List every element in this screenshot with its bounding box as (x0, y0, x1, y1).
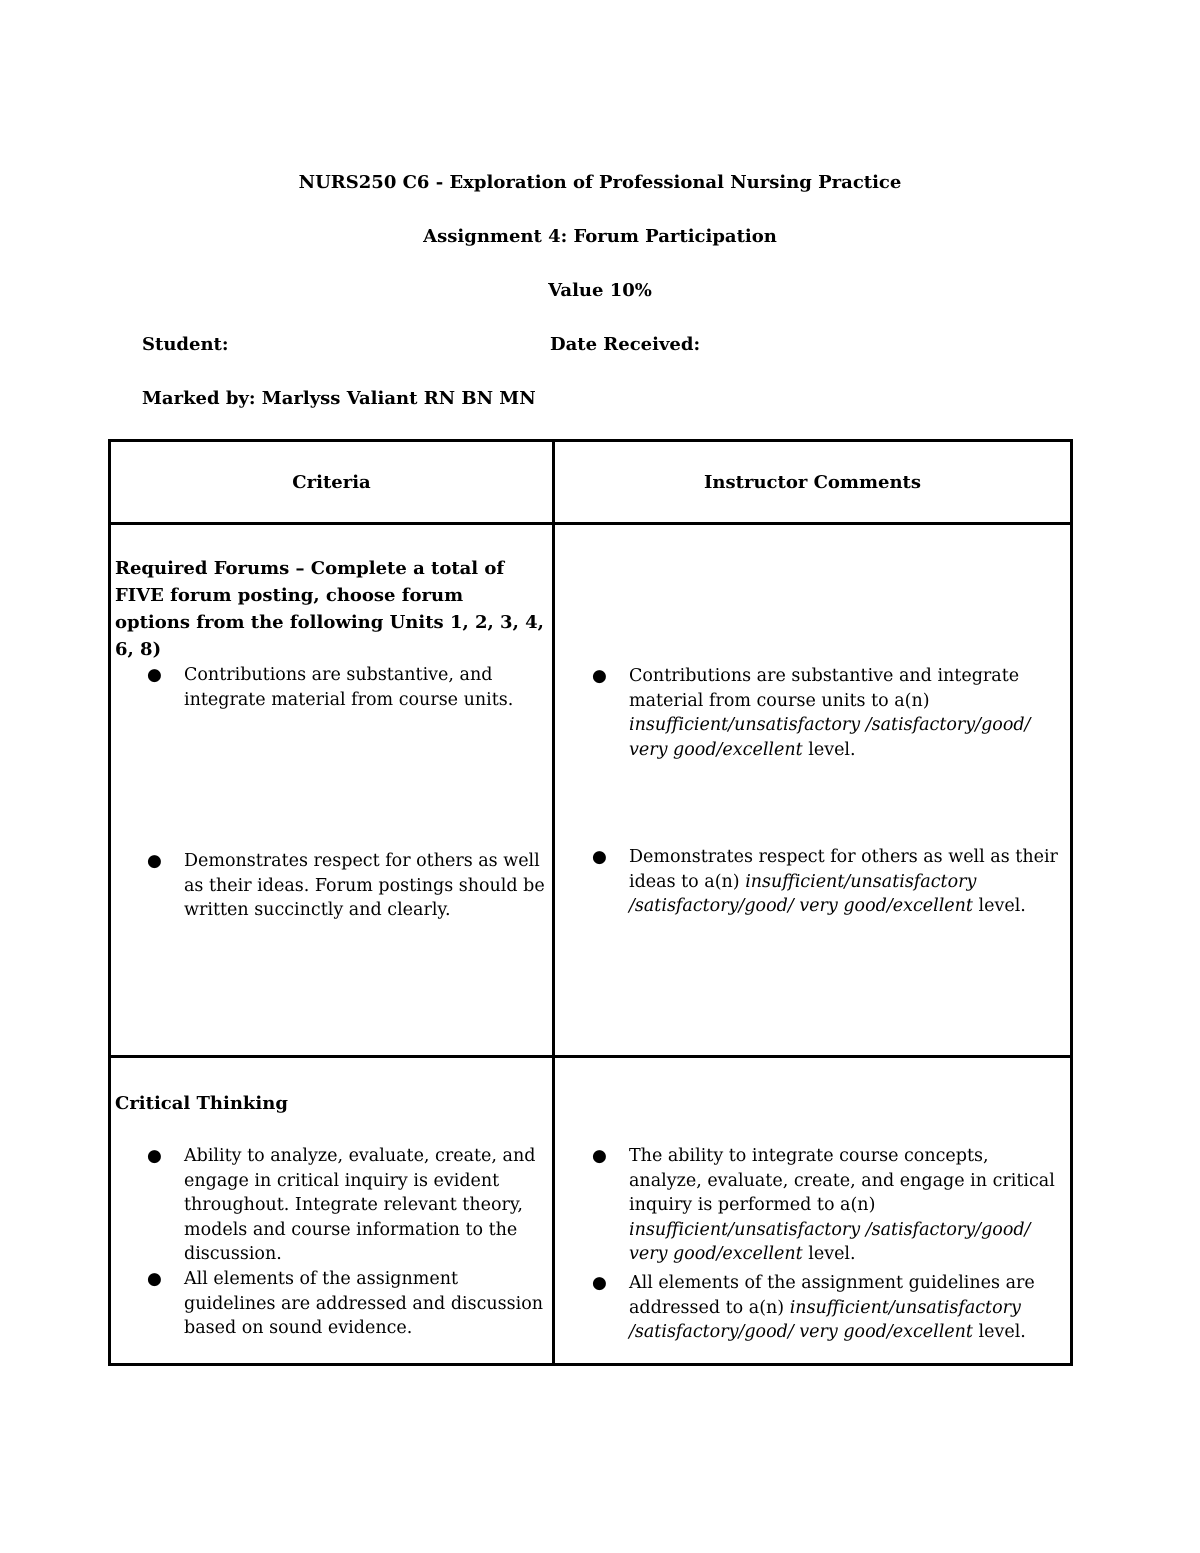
comment-suffix: level. (972, 896, 1026, 916)
bullet-icon: ● (592, 1273, 607, 1293)
bullet-icon: ● (147, 665, 162, 685)
section-title: Required Forums – Complete a total of FIVE forum posting, choose forum options from the following Units 1, 2, 3, 4, 6, 8) (115, 558, 544, 660)
list-item (592, 845, 1064, 919)
table-row (110, 524, 1072, 1057)
list-item (592, 1144, 1064, 1267)
bullet-icon: ● (592, 1146, 607, 1166)
bullet-icon: ● (147, 1146, 162, 1166)
table-row (110, 1057, 1072, 1365)
assignment-title: Assignment 4: Forum Participation (423, 226, 777, 247)
bullet-icon: ● (592, 847, 607, 867)
criteria-cell (110, 1057, 554, 1365)
comment-suffix: level. (972, 1322, 1026, 1342)
date-received-label: Date Received: (550, 334, 701, 355)
comment-suffix: level. (802, 1244, 856, 1264)
list-item (147, 849, 546, 923)
bullet-icon: ● (592, 666, 607, 686)
marked-by-label: Marked by: Marlyss Valiant RN BN MN (142, 388, 536, 409)
rating-scale: insufficient/unsatisfactory /satisfactory/good/ very good/excellent (629, 715, 1031, 760)
list-item (592, 1271, 1064, 1345)
bullet-icon: ● (147, 851, 162, 871)
list-item (147, 1144, 546, 1267)
rubric-table (108, 439, 1073, 1366)
comments-cell (554, 524, 1072, 1057)
criteria-text: All elements of the assignment guidelines are addressed and discussion based on sound evidence. (184, 1269, 544, 1338)
list-item (147, 663, 546, 712)
list-item (592, 664, 1064, 762)
rating-scale: insufficient/unsatisfactory /satisfactory/good/ very good/excellent (629, 871, 977, 916)
assignment-value: Value 10% (548, 280, 652, 301)
student-label: Student: (142, 334, 229, 355)
section-title: Critical Thinking (115, 1093, 288, 1114)
course-title: NURS250 C6 - Exploration of Professional Nursing Practice (298, 172, 902, 193)
criteria-header: Criteria (110, 441, 554, 524)
rating-scale: insufficient/unsatisfactory /satisfactory/good/ very good/excellent (629, 1297, 1021, 1342)
criteria-text: Demonstrates respect for others as well as their ideas. Forum postings should be written succinctly and clearly. (184, 851, 545, 920)
list-item (147, 1267, 546, 1341)
comment-text: The ability to integrate course concepts, analyze, evaluate, create, and engage in critical inquiry is performed to a(n) (629, 1146, 1055, 1215)
criteria-text: Ability to analyze, evaluate, create, and engage in critical inquiry is evident throughout. Integrate relevant theory, models and course information to the discussion. (184, 1146, 536, 1264)
comment-text: All elements of the assignment guidelines are addressed to a(n) (629, 1273, 1035, 1318)
criteria-text: Contributions are substantive, and integrate material from course units. (184, 665, 514, 710)
comments-cell (554, 1057, 1072, 1365)
comment-text: Contributions are substantive and integrate material from course units to a(n) (629, 666, 1020, 711)
comment-text: Demonstrates respect for others as well as their ideas to a(n) (629, 847, 1058, 892)
rating-scale: insufficient/unsatisfactory /satisfactory/good/ very good/excellent (629, 1219, 1031, 1264)
bullet-icon: ● (147, 1269, 162, 1289)
criteria-cell (110, 524, 554, 1057)
comment-suffix: level. (802, 739, 856, 760)
table-header-row (110, 441, 1072, 524)
instructor-comments-header: Instructor Comments (554, 441, 1072, 524)
